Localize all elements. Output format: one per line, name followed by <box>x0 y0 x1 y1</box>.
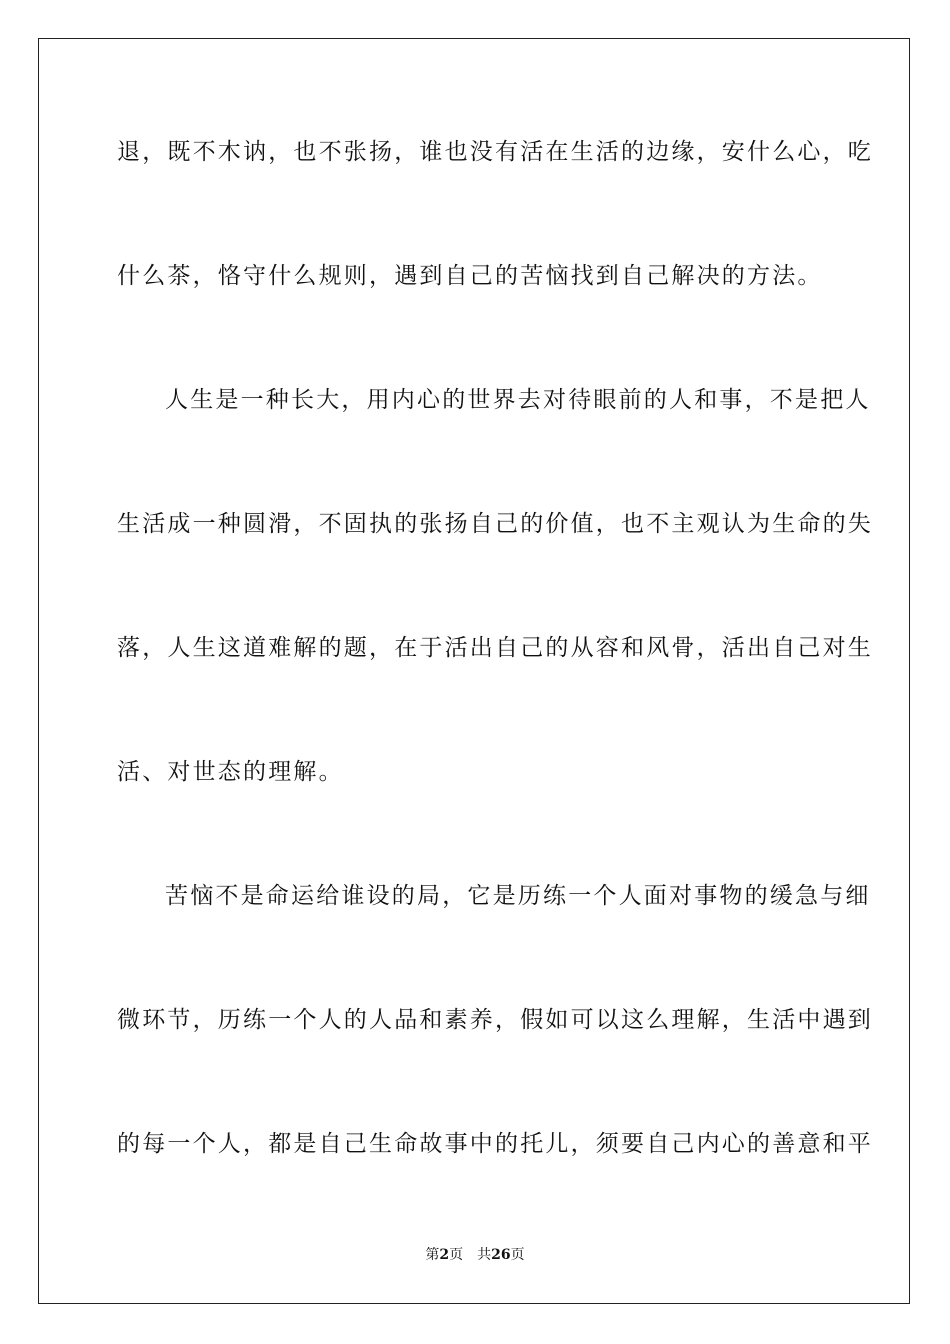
body-line-9: 的每一个人，都是自己生命故事中的托儿，须要自己内心的善意和平 <box>117 1131 873 1157</box>
body-line-6: 活、对世态的理解。 <box>117 759 344 785</box>
footer-page-number: 2 <box>439 1247 450 1263</box>
footer-page-prefix: 第 <box>425 1247 440 1263</box>
page-border <box>38 38 910 1304</box>
body-line-1: 退，既不木讷，也不张扬，谁也没有活在生活的边缘，安什么心，吃 <box>117 139 873 165</box>
body-line-5: 落，人生这道难解的题，在于活出自己的从容和风骨，活出自己对生 <box>117 635 873 661</box>
body-line-4: 生活成一种圆滑，不固执的张扬自己的价值，也不主观认为生命的失 <box>117 511 873 537</box>
body-line-2: 什么茶，恪守什么规则，遇到自己的苦恼找到自己解决的方法。 <box>117 263 823 289</box>
body-line-3: 人生是一种长大，用内心的世界去对待眼前的人和事，不是把人 <box>165 387 871 413</box>
body-line-8: 微环节，历练一个人的人品和素养，假如可以这么理解，生活中遇到 <box>117 1007 873 1033</box>
footer-page-suffix: 页 <box>449 1247 464 1263</box>
page-footer <box>0 1246 950 1264</box>
footer-total-pages: 26 <box>491 1247 511 1263</box>
footer-total-suffix: 页 <box>510 1247 525 1263</box>
footer-total-prefix: 共 <box>477 1247 492 1263</box>
body-line-7: 苦恼不是命运给谁设的局，它是历练一个人面对事物的缓急与细 <box>165 883 871 909</box>
